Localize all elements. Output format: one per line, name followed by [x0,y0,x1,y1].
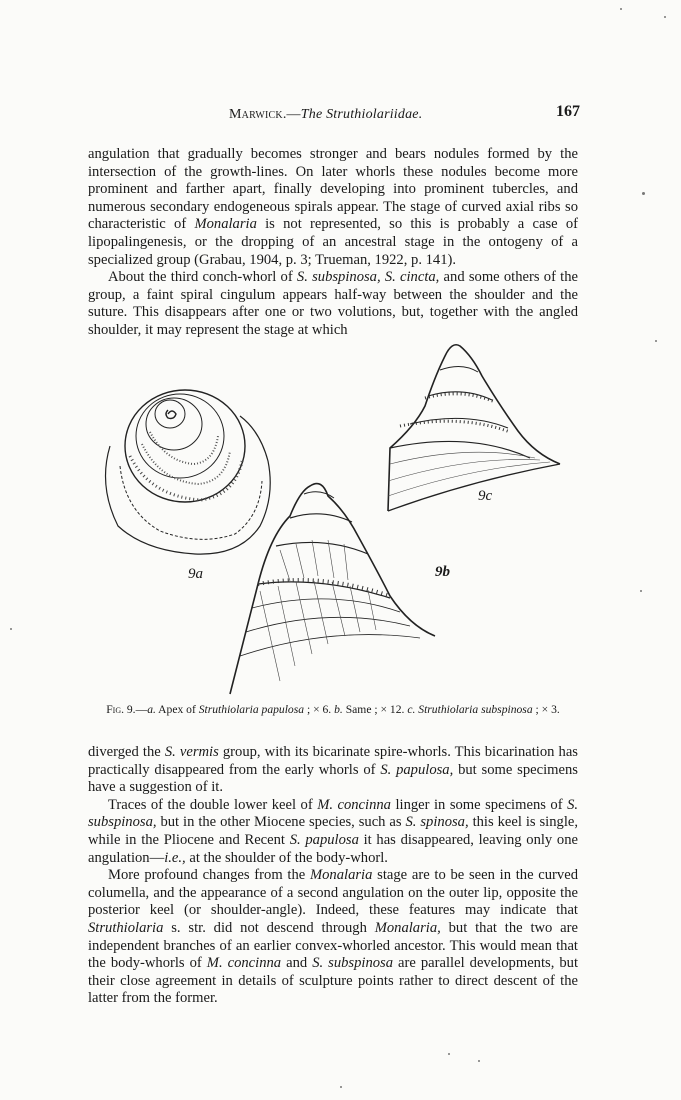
text-run: — [135,703,148,716]
text-run: Struthiolaria papulosa [198,703,305,716]
scan-speckle [10,628,12,630]
shell-9c-drawing [388,345,560,511]
text-block-bottom [88,744,578,1008]
text-run: s. str. did not descend through [163,919,375,936]
text-run: a. [147,703,156,716]
text-run: are parallel developments, but their close agreement in details of sculpture points rather to direct descent of the latter from the former. [88,955,579,1007]
running-title: Marwick.—The Struthiolariidae. [229,107,423,122]
text-run: S. subspinosa [312,955,394,972]
page-number: 167 [556,103,580,120]
text-run: but that the two are independent branches of an earlier convex-whorled ancestor. This would mean that the body-whorls of [88,919,578,972]
figure-9 [90,336,590,696]
text-run: Apex of [155,703,199,716]
text-run: i.e., [164,849,186,866]
scan-speckle [642,192,645,195]
scan-speckle [340,1086,342,1088]
text-run: Struthiolaria [88,919,164,936]
running-header [0,103,681,127]
scan-speckle [664,16,666,18]
text-run: linger in some specimens of [390,796,568,813]
text-run: Traces of the double lower keel of [108,796,318,813]
text-run: Monalaria [309,867,373,884]
author-name: Marwick [229,107,283,122]
text-run: S. subspinosa, [88,796,579,831]
text-run: Fig. 9. [106,703,136,716]
text-run: ; × 3. [532,703,560,716]
figure-caption [88,703,578,717]
scan-speckle [620,8,622,10]
text-run: group, with its bicarinate spire-whorls. This bicarination has practically disappeared from the early whorls of [88,744,578,778]
text-run: More profound changes from the [108,867,310,884]
paragraph [88,867,578,1008]
text-run: it has disappeared, leaving only one angulation— [88,831,578,866]
text-run: S. papulosa, [380,761,454,778]
text-run: b. [334,703,343,716]
text-run: Monalaria [194,216,257,233]
text-run: and [281,955,313,972]
text-run: ; × 6. [304,703,335,716]
text-run: but some specimens have a suggestion of it. [88,761,578,796]
text-run: S. subspinosa, S. cincta, [296,269,440,286]
text-run: but in the other Miocene species, such as [156,814,406,831]
shell-9a-drawing [106,390,271,554]
figure-label-9c: 9c [478,488,493,504]
text-run: S. spinosa, [405,814,469,831]
shell-9b-drawing [230,484,435,694]
figure-label-9a: 9a [188,566,203,582]
paragraph [88,269,578,339]
figure-label-9b: 9b [435,564,450,580]
paragraph [88,146,578,269]
text-run: S. papulosa [289,831,359,848]
text-block-top [88,146,578,340]
article-title: The Struthiolariidae. [300,107,423,122]
scan-speckle [478,1060,480,1062]
paragraph [88,797,578,867]
text-run: angulation that gradually becomes stronger and bears nodules formed by the intersection of the growth-lines. On later whorls these nodules become more prominent and farther apart, finally developing into prominent tubercles, and numerous secondary endogeneous spirals appear. The stage of curved axial ribs so characteristic of [88,146,578,233]
text-run: this keel is single, while in the Pliocene and Recent [88,814,579,848]
text-run: stage are to be seen in the curved columella, and the appearance of a second angulation on the outer lip, opposite the posterior keel (or shoulder-angle). Indeed, these features may indicate that [88,867,578,919]
text-run: M. concinna [206,955,282,972]
text-run: About the third conch-whorl of [108,269,297,286]
text-run: and some others of the group, a faint spiral cingulum appears half-way between the shoulder and the suture. This disappears after one or two volutions, but, together with the angled shoulder, it may represent the stage at which [88,269,578,338]
shell-illustrations [90,336,590,696]
text-run: S. vermis [164,744,219,760]
text-run: c. Struthiolaria subspinosa [407,703,533,716]
text-run: Same ; × 12. [342,703,408,716]
scan-speckle [640,590,642,592]
scan-speckle [655,340,657,342]
scan-speckle [448,1053,450,1055]
text-run: is not represented, so this is probably a case of lipopalingenesis, or the dropping of an ancestral stage in the ontogeny of a specialized group (Grabau, 1904, p. 3; Trueman, 1922, p. 141). [88,216,579,268]
text-run: diverged the [88,744,165,760]
text-run: at the shoulder of the body-whorl. [185,849,388,866]
text-run: M. concinna [317,796,391,813]
text-run: Monalaria, [374,919,441,936]
paragraph [88,744,578,797]
